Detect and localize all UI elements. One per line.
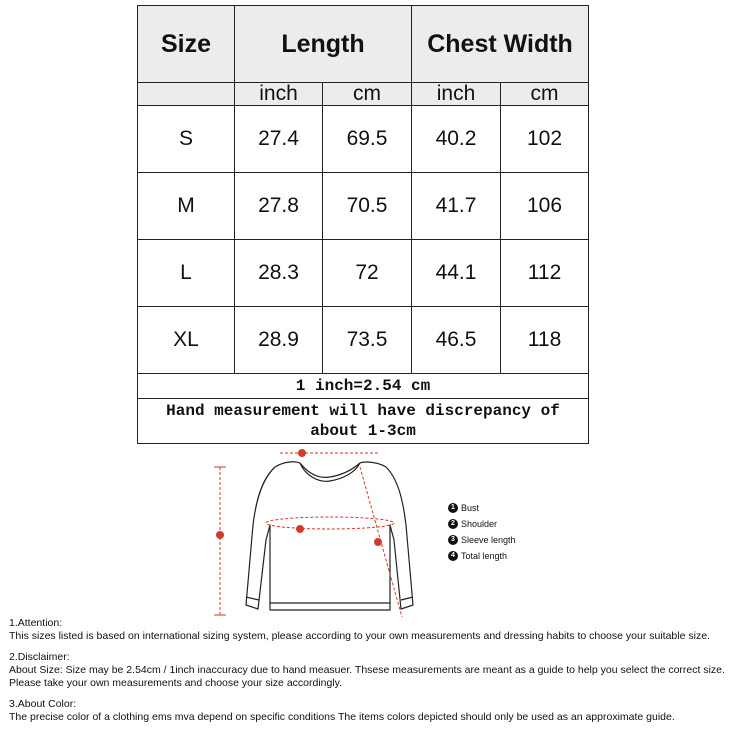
unit-chest-cm: cm: [501, 83, 589, 106]
measurement-legend: [448, 500, 516, 564]
size-cell: S: [138, 106, 235, 173]
bust-marker: [297, 526, 304, 533]
length-cm-cell: 69.5: [323, 106, 412, 173]
length-inch-cell: 27.4: [235, 106, 323, 173]
legend-item: [448, 516, 516, 532]
unit-chest-inch: inch: [412, 83, 501, 106]
size-cell: M: [138, 173, 235, 240]
size-cell: L: [138, 240, 235, 307]
table-row: [138, 307, 589, 374]
legend-label: Sleeve length: [461, 535, 516, 545]
length-cm-cell: 70.5: [323, 173, 412, 240]
chest-cm-cell: 118: [501, 307, 589, 374]
color-title: 3.About Color:: [9, 698, 77, 710]
length-inch-cell: 27.8: [235, 173, 323, 240]
legend-number: 3: [448, 535, 458, 545]
table-row: [138, 106, 589, 173]
legend-number: 4: [448, 551, 458, 561]
chest-cm-cell: 112: [501, 240, 589, 307]
chest-cm-cell: 106: [501, 173, 589, 240]
table-row: [138, 240, 589, 307]
discrepancy-note-row: [138, 399, 589, 444]
legend-label: Bust: [461, 503, 480, 513]
attention-body: This sizes listed is based on international sizing system, please according to your own measurements and dressing habits to choose your suitable size.: [9, 630, 710, 642]
length-inch-cell: 28.9: [235, 307, 323, 374]
legend-item: [448, 532, 516, 548]
conversion-note: 1 inch=2.54 cm: [138, 374, 589, 399]
length-cm-cell: 72: [323, 240, 412, 307]
unit-length-inch: inch: [235, 83, 323, 106]
chest-cm-cell: 102: [501, 106, 589, 173]
legend-number: 2: [448, 519, 458, 529]
chest-inch-cell: 46.5: [412, 307, 501, 374]
color-body: The precise color of a clothing ems mva depend on specific conditions The items colors depicted should only be used as an approximate guide.: [9, 711, 675, 723]
legend-label: Total length: [461, 551, 508, 561]
size-cell: XL: [138, 307, 235, 374]
legend-item: [448, 548, 516, 564]
length-inch-cell: 28.3: [235, 240, 323, 307]
header-chest-width: Chest Width: [412, 6, 589, 83]
notes-section: [9, 617, 749, 732]
sleeve-marker: [375, 539, 382, 546]
unit-length-cm: cm: [323, 83, 412, 106]
legend-label: Shoulder: [461, 519, 498, 529]
chest-inch-cell: 41.7: [412, 173, 501, 240]
sweater-outline-icon: [246, 462, 413, 610]
attention-title: 1.Attention:: [9, 617, 63, 629]
chest-inch-cell: 40.2: [412, 106, 501, 173]
header-length: Length: [235, 6, 412, 83]
conversion-note-row: [138, 374, 589, 399]
size-chart-table: [137, 5, 589, 444]
legend-item: [448, 500, 516, 516]
header-size: Size: [138, 6, 235, 83]
disclaimer-title: 2.Disclaimer:: [9, 651, 70, 663]
legend-number: 1: [448, 503, 458, 513]
shoulder-marker: [299, 450, 306, 457]
total-length-marker: [217, 532, 224, 539]
bust-measure-line: [266, 517, 394, 529]
discrepancy-note: Hand measurement will have discrepancy of about 1-3cm: [138, 399, 589, 444]
table-units-row: [138, 83, 589, 106]
length-cm-cell: 73.5: [323, 307, 412, 374]
chest-inch-cell: 44.1: [412, 240, 501, 307]
table-header-row: [138, 6, 589, 83]
unit-blank: [138, 83, 235, 106]
table-row: [138, 173, 589, 240]
disclaimer-body: About Size: Size may be 2.54cm / 1inch inaccuracy due to hand measuer. Thsese measurements are meant as a guide to help you select the correct size. Please take your own measurements and choose your size accordingly.: [9, 664, 725, 689]
